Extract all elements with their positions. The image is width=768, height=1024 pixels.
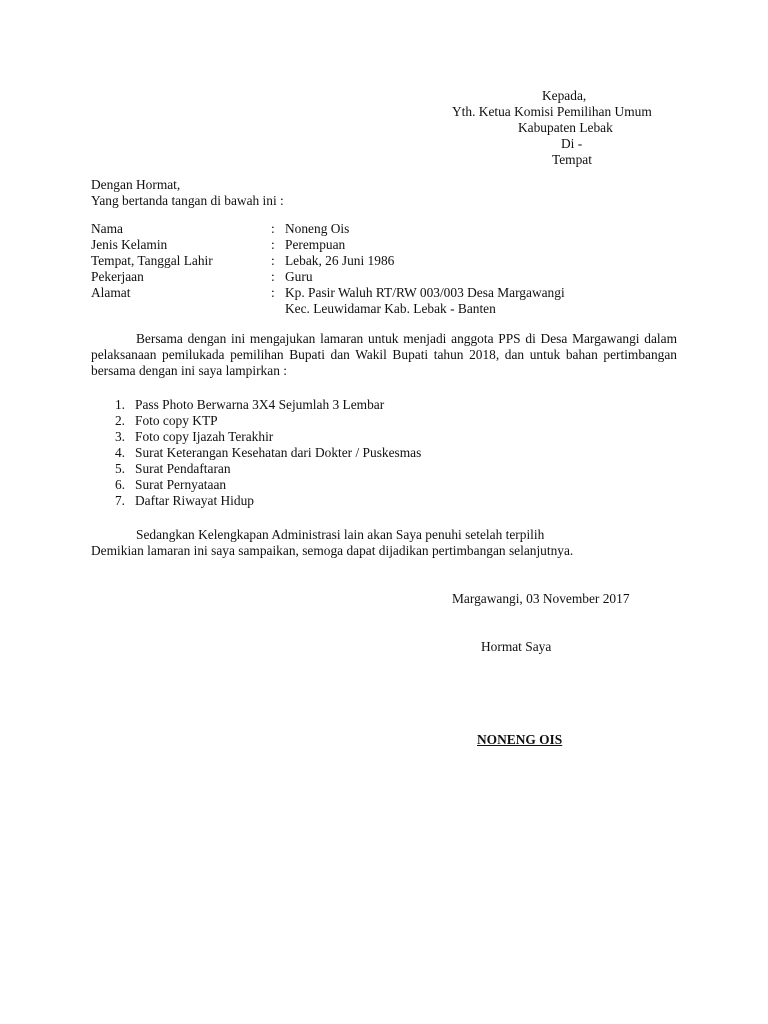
body-paragraph bbox=[91, 331, 677, 379]
identity-value: Guru bbox=[285, 269, 313, 284]
recipient-line: Yth. Ketua Komisi Pemilihan Umum bbox=[452, 104, 652, 119]
closing-line: Sedangkan Kelengkapan Administrasi lain akan Saya penuhi setelah terpilih bbox=[136, 527, 545, 542]
identity-label: Tempat, Tanggal Lahir bbox=[91, 253, 213, 268]
list-text: Foto copy KTP bbox=[135, 413, 218, 428]
list-number: 2. bbox=[114, 413, 125, 428]
attachment-list bbox=[91, 397, 421, 509]
list-number: 7. bbox=[114, 493, 125, 508]
closing-block bbox=[91, 527, 691, 559]
list-number: 3. bbox=[114, 429, 125, 444]
greeting-block bbox=[91, 177, 284, 209]
identity-label: Nama bbox=[91, 221, 123, 236]
list-item bbox=[91, 413, 421, 429]
list-number: 1. bbox=[114, 397, 125, 412]
list-text: Surat Keterangan Kesehatan dari Dokter / Puskesmas bbox=[135, 445, 422, 460]
list-item bbox=[91, 493, 421, 509]
identity-row bbox=[91, 221, 691, 237]
identity-value: Kp. Pasir Waluh RT/RW 003/003 Desa Margawangi bbox=[285, 285, 565, 300]
identity-table bbox=[91, 221, 691, 317]
identity-colon bbox=[271, 301, 285, 317]
list-item bbox=[91, 445, 421, 461]
identity-row bbox=[91, 285, 691, 301]
body-text: Bersama dengan ini mengajukan lamaran untuk menjadi anggota PPS di Desa Margawangi dalam pelaksanaan pemilukada pemilihan Bupati dan Wakil Bupati tahun 2018, dan untuk bahan pertimbangan bersama dengan ini saya lampirkan : bbox=[91, 331, 677, 378]
identity-label: Pekerjaan bbox=[91, 269, 144, 284]
identity-label: Jenis Kelamin bbox=[91, 237, 168, 252]
intro-line: Yang bertanda tangan di bawah ini : bbox=[91, 193, 284, 208]
list-item bbox=[91, 429, 421, 445]
identity-colon: : bbox=[271, 221, 275, 236]
list-text: Foto copy Ijazah Terakhir bbox=[135, 429, 274, 444]
identity-row bbox=[91, 301, 691, 317]
identity-value: Lebak, 26 Juni 1986 bbox=[285, 253, 395, 268]
signer-name: NONENG OIS bbox=[477, 732, 563, 747]
identity-colon: : bbox=[271, 269, 275, 284]
place-date: Margawangi, 03 November 2017 bbox=[452, 591, 630, 606]
list-number: 5. bbox=[114, 461, 125, 476]
list-text: Pass Photo Berwarna 3X4 Sejumlah 3 Lembar bbox=[135, 397, 385, 412]
recipient-block bbox=[440, 88, 720, 168]
recipient-line: Kepada, bbox=[542, 88, 587, 103]
identity-colon: : bbox=[271, 253, 275, 268]
list-text: Daftar Riwayat Hidup bbox=[135, 493, 254, 508]
identity-label: Alamat bbox=[91, 285, 131, 300]
identity-value: Noneng Ois bbox=[285, 221, 350, 236]
recipient-line: Tempat bbox=[552, 152, 592, 167]
list-item bbox=[91, 477, 421, 493]
identity-label bbox=[91, 301, 271, 317]
identity-value: Perempuan bbox=[285, 237, 346, 252]
list-text: Surat Pernyataan bbox=[135, 477, 227, 492]
closing-line: Demikian lamaran ini saya sampaikan, semoga dapat dijadikan pertimbangan selanjutnya. bbox=[91, 543, 574, 558]
identity-row bbox=[91, 253, 691, 269]
salutation: Dengan Hormat, bbox=[91, 177, 181, 192]
identity-row bbox=[91, 269, 691, 285]
recipient-line: Kabupaten Lebak bbox=[518, 120, 613, 135]
list-number: 6. bbox=[114, 477, 125, 492]
list-text: Surat Pendaftaran bbox=[135, 461, 231, 476]
recipient-line: Di - bbox=[561, 136, 583, 151]
identity-colon: : bbox=[271, 237, 275, 252]
identity-colon: : bbox=[271, 285, 275, 300]
list-number: 4. bbox=[114, 445, 125, 460]
identity-value: Kec. Leuwidamar Kab. Lebak - Banten bbox=[285, 301, 496, 316]
list-item bbox=[91, 461, 421, 477]
regards-text: Hormat Saya bbox=[481, 639, 552, 654]
identity-row bbox=[91, 237, 691, 253]
list-item bbox=[91, 397, 421, 413]
